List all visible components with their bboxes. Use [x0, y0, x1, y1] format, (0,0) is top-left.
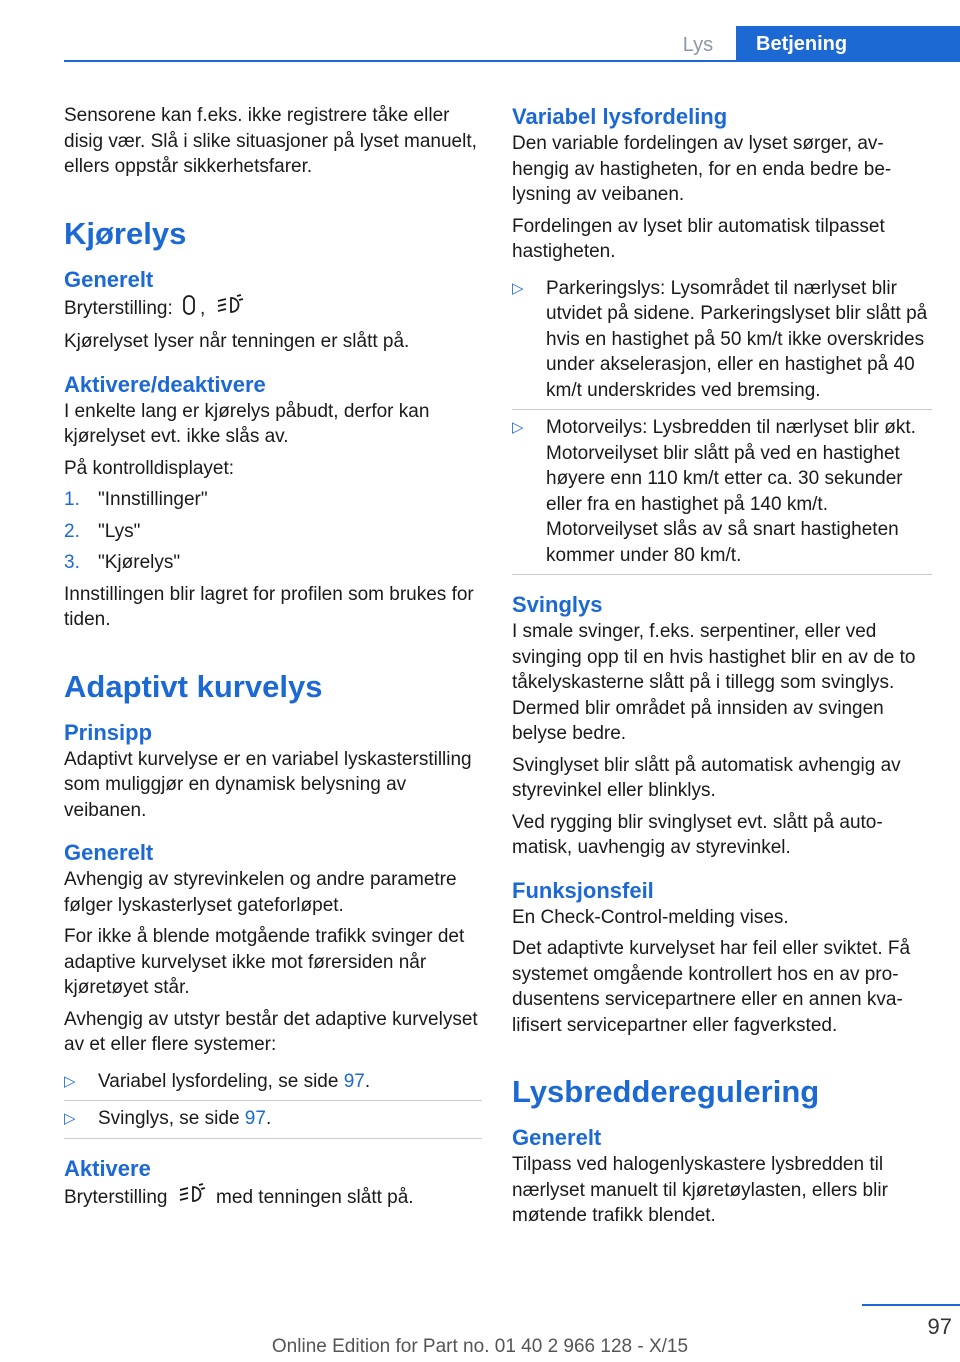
activate-line: [64, 1183, 482, 1213]
steering-paragraph: Avhengig av styrevinkelen og andre parametre følger lyskasterlyset gateforløpet.: [64, 869, 457, 916]
heading-kjorelys: Kjørelys: [64, 215, 187, 251]
list-item: [512, 410, 932, 575]
heading-generelt-3: Generelt: [512, 1125, 602, 1150]
daytime-light-info: Kjørelyset lyser når tenningen er slått på.: [64, 331, 410, 352]
malfunction-paragraph: Det adaptivte kurvelyset har feil eller sviktet. Få systemet omgående kontrollert hos en av produsentens servicepartnere eller en annen kvalifisert servicepartner eller fagverksted.: [512, 938, 911, 1036]
bullet-end: .: [265, 1108, 272, 1129]
list-item: [64, 1064, 482, 1102]
heading-adaptivt-kurvelys: Adaptivt kurvelys: [64, 668, 323, 704]
light-modes-list: [512, 271, 932, 576]
cornering-auto-paragraph: Svinglyset blir slått på automatisk avhengig av styrevinkel eller blinklys.: [512, 754, 901, 801]
bullet-text: Parkeringslys: Lysområdet til nærlyset blir utvidet på sidene. Parkeringslyset blir slått på hvis en hastighet på 50 km/t ikke overskrides under akselerasjon, eller en hastighet på 40 km/t underskrides ved bremsing.: [546, 277, 928, 401]
triangle-bullet-icon: ▷: [512, 279, 524, 297]
footer-edition: Online Edition for Part no. 01 40 2 966 128 - X/15: [271, 1336, 689, 1357]
intro-paragraph: Sensorene kan f.eks. ikke registrere tåke eller disig vær. Slå i slike situasjoner på lyset manuelt, ellers oppstår sikkerhetsfarer.: [64, 105, 477, 177]
principle-paragraph: Adaptivt kurvelyse er en variabel lyskasterstilling som muliggjør en dynamisk belysning av veibanen.: [64, 748, 472, 821]
systems-list: [64, 1064, 482, 1139]
distribution-paragraph: Fordelingen av lyset blir automatisk tilpasset hastigheten.: [512, 215, 885, 262]
mandatory-paragraph: I enkelte lang er kjørelys påbudt, derfor kan kjørelyset evt. ikke slås av.: [64, 400, 430, 447]
heading-funksjonsfeil: Funksjonsfeil: [512, 877, 654, 903]
list-item: [64, 1101, 482, 1139]
heading-generelt: Generelt: [64, 266, 154, 292]
switch-position-label: Bryterstilling:: [64, 297, 173, 319]
page-number-rule: [862, 1304, 960, 1306]
switch-zero-icon: [182, 295, 196, 323]
steps-list: [64, 487, 482, 576]
activate-text-a: Bryterstilling: [64, 1186, 168, 1208]
step-text: "Kjørelys": [98, 552, 181, 573]
daytime-light-icon: [177, 1183, 207, 1213]
heading-prinsipp: Prinsipp: [64, 719, 153, 745]
step-text: "Innstillinger": [98, 489, 208, 510]
switch-separator: ,: [200, 297, 206, 319]
glare-paragraph: For ikke å blende motgående trafikk svinger det adaptive kurvelyset ikke mot førersiden når kjøretøyet står.: [64, 926, 465, 998]
heading-generelt-2: Generelt: [64, 840, 154, 865]
triangle-bullet-icon: ▷: [512, 419, 524, 436]
saved-paragraph: Innstillingen blir lagret for profilen som brukes for tiden.: [64, 583, 474, 630]
variable-paragraph: Den variable fordelingen av lyset sørger, avhengig av hastigheten, for en enda bedre belysning av veibanen.: [512, 133, 892, 205]
heading-aktivere: Aktivere: [64, 1155, 151, 1181]
bullet-text: Svinglys, se side: [98, 1108, 245, 1129]
page-number: 97: [927, 1314, 952, 1339]
list-item: [64, 487, 482, 513]
left-column: [64, 103, 482, 1218]
list-item: [64, 519, 482, 545]
daytime-light-icon: [215, 294, 245, 324]
right-column: [512, 103, 932, 1235]
equipment-paragraph: Avhengig av utstyr består det adaptive kurvelyset av et eller flere systemer:: [64, 1008, 478, 1055]
list-item: [512, 271, 932, 411]
check-control-paragraph: En Check-Control-melding vises.: [512, 906, 789, 928]
heading-aktivere-deaktivere: Aktivere/deaktivere: [64, 371, 266, 397]
control-display-label: På kontrolldisplayet:: [64, 457, 235, 479]
bullet-text: Motorveilys: Lysbredden til nærlyset blir økt. Motorveilyset blir slått på ved en hastighet høyere enn 110 km/t etter ca. 30 sekunder eller fra en hastighet på 140 km/t. Motorveilyset slås av så snart hastigheten kommer under 80 km/t.: [546, 417, 916, 566]
page-link-97[interactable]: 97: [244, 1108, 266, 1129]
header-section: Lys: [682, 34, 714, 56]
reversing-paragraph: Ved rygging blir svinglyset evt. slått på automatisk, uavhengig av styrevinkel.: [512, 811, 883, 858]
switch-position-line: [64, 294, 482, 324]
list-item: [64, 550, 482, 576]
cornering-paragraph: I smale svinger, f.eks. serpentiner, eller ved svinging opp til en hvis hastighet blir en av de to tåkelyskasterne slått på i tillegg som svinglys. Dermed blir området på innsiden av svingen belyse bedre.: [512, 621, 916, 744]
bullet-end: .: [364, 1070, 371, 1092]
heading-variabel-lysfordeling: Variabel lysfordeling: [512, 104, 728, 129]
bullet-text: Variabel lysfordeling, se side: [98, 1070, 344, 1092]
triangle-bullet-icon: ▷: [64, 1072, 76, 1090]
step-number: 3.: [64, 552, 80, 573]
heading-svinglys: Svinglys: [512, 592, 603, 617]
triangle-bullet-icon: ▷: [64, 1110, 76, 1127]
step-text: "Lys": [98, 520, 141, 542]
heading-lysbredderegulering: Lysbredderegulering: [512, 1074, 820, 1109]
header-chapter: Betjening: [736, 26, 960, 62]
step-number: 2.: [64, 520, 80, 542]
activate-text-b: med tenningen slått på.: [216, 1186, 414, 1208]
headlight-range-paragraph: Tilpass ved halogenlyskastere lysbredden til nærlyset manuelt til kjøretøylasten, ellers blir møtende trafikk blendet.: [512, 1154, 888, 1226]
page-link-97[interactable]: 97: [343, 1070, 365, 1092]
step-number: 1.: [64, 489, 80, 510]
